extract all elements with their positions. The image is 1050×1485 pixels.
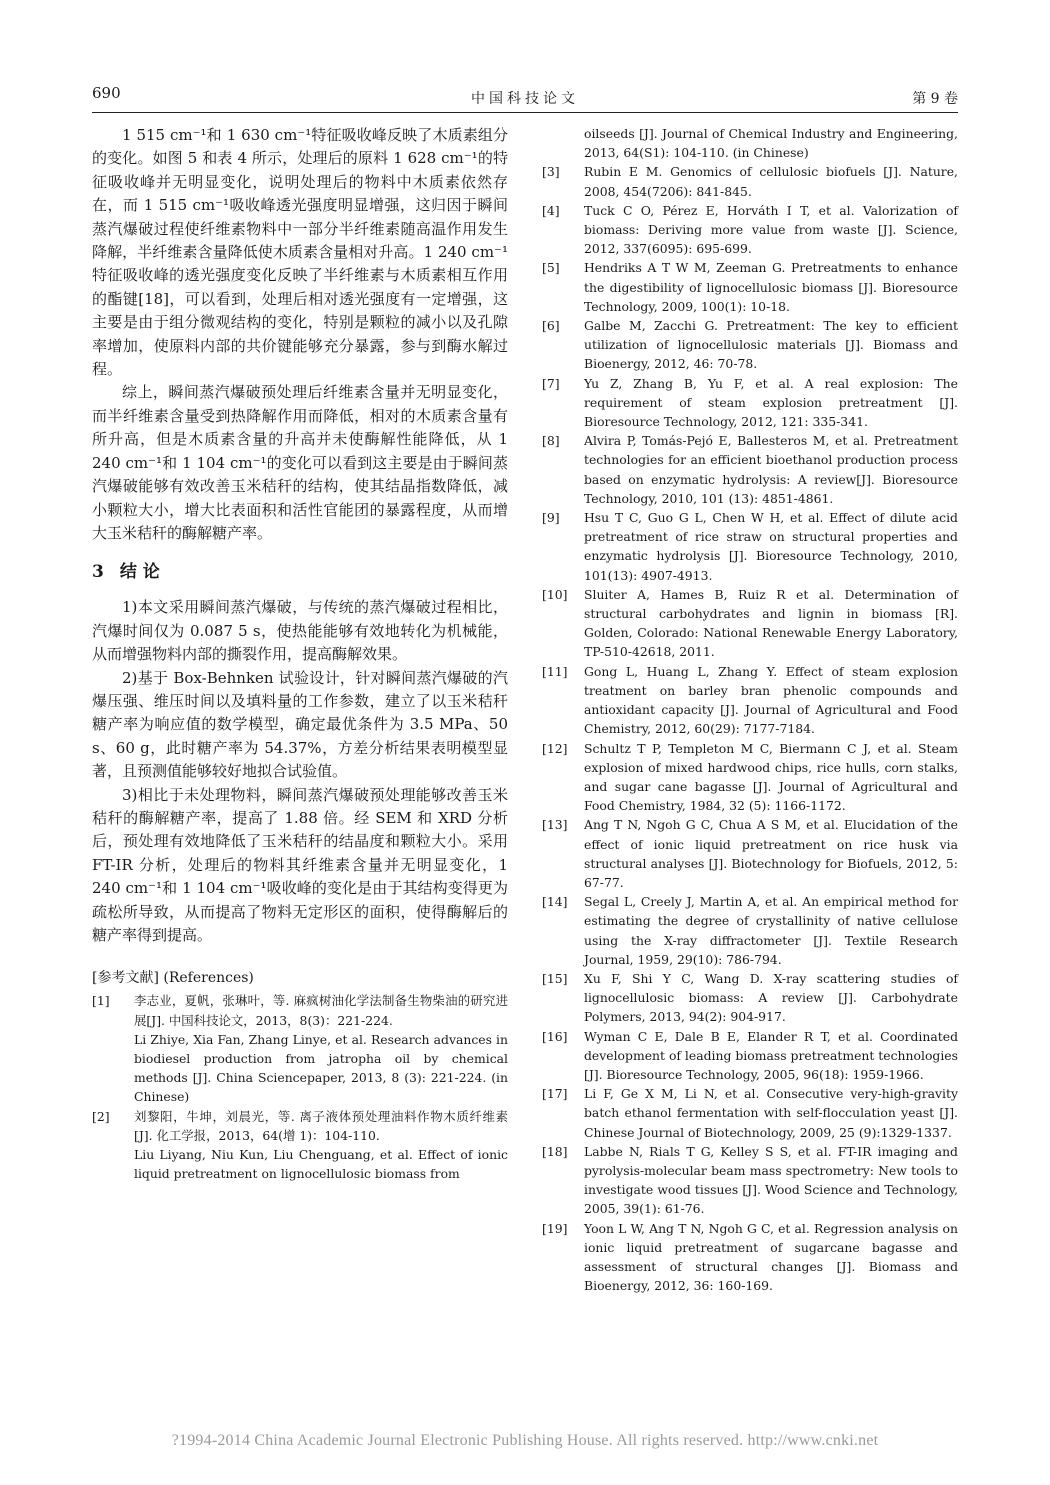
reference-number: [7] [542, 375, 560, 391]
right-column [542, 124, 958, 1295]
reference-text: Ang T N, Ngoh G C, Chua A S M, et al. Elucidation of the effect of ionic liquid pretreatment on rice husk via structural analyses [J]. Biotechnology for Biofuels, 2012, 5: 67-77. [584, 817, 958, 890]
reference-item [542, 316, 958, 374]
conclusion-3: 3)相比于未处理物料，瞬间蒸汽爆破预处理能够改善玉米秸秆的酶解糖产率，提高了 1.88 倍。经 SEM 和 XRD 分析后，预处理有效地降低了玉米秸秆的结晶度和颗粒大小。采用 FT-IR 分析，处理后的物料其纤维素含量并无明显变化，1 240 cm⁻¹和 1 104 cm⁻¹吸收峰的变化是由于其结构变得更为疏松所导致，从而提高了物料无定形区的面积，使得酶解后的糖产率得到提高。 [92, 785, 508, 944]
section-heading-conclusion [92, 557, 508, 582]
reference-number: [2] [92, 1108, 110, 1124]
reference-text: Rubin E M. Genomics of cellulosic biofuels [J]. Nature, 2008, 454(7206): 841-845. [584, 164, 958, 199]
reference-item [92, 991, 508, 1106]
reference-item [542, 969, 958, 1027]
reference-text-english: Liu Liyang, Niu Kun, Liu Chenguang, et al. Effect of ionic liquid pretreatment on lignocellulosic biomass from [134, 1147, 508, 1182]
reference-number: [17] [542, 1086, 568, 1102]
page-number: 690 [92, 84, 121, 102]
reference-item [542, 162, 958, 200]
reference-number: [13] [542, 817, 568, 833]
reference-number: [16] [542, 1028, 568, 1044]
reference-item [542, 124, 958, 162]
copyright-footer: ?1994-2014 China Academic Journal Electronic Publishing House. All rights reserved. http://www.cnki.net [171, 1432, 879, 1449]
reference-text: Schultz T P, Templeton M C, Biermann C J, et al. Steam explosion of mixed hardwood chips, rice hulls, corn stalks, and sugar cane bagasse [J]. Journal of Agricultural and Food Chemistry, 1984, 32 (5): 1166-1172. [584, 740, 958, 814]
references-heading: [参考文献] (References) [92, 970, 254, 987]
left-column [92, 124, 508, 1183]
reference-number: [10] [542, 586, 568, 602]
section-number: 3 [92, 562, 104, 583]
reference-list-right [542, 124, 958, 1295]
conclusion-2: 2)基于 Box-Behnken 试验设计，针对瞬间蒸汽爆破的汽爆压强、维压时间以及填料量的工作参数，建立了以玉米秸秆糖产率为响应值的数学模型，确定最优条件为 3.5 MPa、50 s、60 g，此时糖产率为 54.37%，方差分析结果表明模型显著，且预测值能够较好地拟合试验值。 [92, 668, 508, 781]
reference-text: Tuck C O, Pérez E, Horváth I T, et al. Valorization of biomass: Deriving more value from waste [J]. Science, 2012, 337(6095): 695-699. [584, 202, 958, 257]
reference-text: Labbe N, Rials T G, Kelley S S, et al. FT-IR imaging and pyrolysis-molecular beam mass spectrometry: New tools to investigate wood tissues [J]. Wood Science and Technology, 2005, 39(1): 61-76. [584, 1143, 958, 1217]
reference-number: [8] [542, 433, 560, 449]
reference-number: [5] [542, 260, 560, 276]
reference-item [542, 258, 958, 316]
reference-item [542, 201, 958, 259]
reference-text: Wyman C E, Dale B E, Elander R T, et al. Coordinated development of leading biomass pretreatment technologies [J]. Bioresource Technology, 2005, 96(18): 1959-1966. [584, 1028, 958, 1082]
reference-number: [3] [542, 164, 560, 180]
reference-number: [15] [542, 970, 568, 986]
reference-item [542, 739, 958, 816]
reference-item [542, 374, 958, 432]
reference-item [542, 662, 958, 739]
reference-text: 李志业，夏帆，张琳叶，等. 麻疯树油化学法制备生物柴油的研究进展[J]. 中国科技论文，2013，8(3)：221-224. [134, 993, 508, 1028]
reference-text: Galbe M, Zacchi G. Pretreatment: The key to efficient utilization of lignocellulosic materials [J]. Biomass and Bioenergy, 2012, 46: 70-78. [584, 318, 958, 372]
reference-text: Sluiter A, Hames B, Ruiz R et al. Determination of structural carbohydrates and lignin in biomass [R]. Golden, Colorado: National Renewable Energy Laboratory, TP-510-42618, 2011. [584, 586, 958, 660]
reference-text: Yu Z, Zhang B, Yu F, et al. A real explosion: The requirement of steam explosion pretreatment [J]. Bioresource Technology, 2012, 121: 335-341. [584, 375, 958, 430]
reference-item [92, 1107, 508, 1184]
reference-number: [12] [542, 740, 568, 756]
reference-item [542, 508, 958, 585]
reference-list-left [92, 991, 508, 1183]
reference-text: Xu F, Shi Y C, Wang D. X-ray scattering studies of lignocellulosic biomass: A review [J]. Carbohydrate Polymers, 2013, 94(2): 904-917. [584, 970, 958, 1025]
reference-text: Gong L, Huang L, Zhang Y. Effect of steam explosion treatment on barley bran phenolic compounds and antioxidant capacity [J]. Journal of Agricultural and Food Chemistry, 2012, 60(29): 7177-7184. [584, 663, 958, 737]
reference-text: Hendriks A T W M, Zeeman G. Pretreatments to enhance the digestibility of lignocellulosic biomass [J]. Bioresource Technology, 2009, 100(1): 10-18. [584, 260, 958, 314]
reference-item [542, 815, 958, 892]
page-header [92, 84, 958, 110]
reference-item [542, 431, 958, 508]
reference-number: [6] [542, 318, 560, 334]
reference-text-english: Li Zhiye, Xia Fan, Zhang Linye, et al. Research advances in biodiesel production from jatropha oil by chemical methods [J]. China Sciencepaper, 2013, 8 (3): 221-224. (in Chinese) [134, 1031, 508, 1105]
reference-text: Yoon L W, Ang T N, Ngoh G C, et al. Regression analysis on ionic liquid pretreatment of sugarcane bagasse and assessment of structural changes [J]. Biomass and Bioenergy, 2012, 36: 160-169. [584, 1220, 958, 1294]
reference-item [542, 1142, 958, 1219]
reference-item [542, 1219, 958, 1296]
body-paragraph-2: 综上，瞬间蒸汽爆破预处理后纤维素含量并无明显变化，而半纤维素含量受到热降解作用而降低，相对的木质素含量有所升高，但是木质素含量的升高并未使酶解性能降低，从 1 240 cm⁻¹和 1 104 cm⁻¹的变化可以看到这主要是由于瞬间蒸汽爆破能够有效改善玉米秸秆的结构，使其结晶指数降低，减小颗粒大小，增大比表面积和活性官能团的暴露程度，从而增大玉米秸秆的酶解糖产率。 [92, 383, 508, 542]
conclusion-1: 1)本文采用瞬间蒸汽爆破，与传统的蒸汽爆破过程相比，汽爆时间仅为 0.087 5 s，使热能能够有效地转化为机械能，从而增强物料内部的撕裂作用，提高酶解效果。 [92, 598, 508, 664]
reference-number: [4] [542, 202, 560, 218]
reference-number: [11] [542, 663, 568, 679]
reference-text: Alvira P, Tomás-Pejó E, Ballesteros M, et al. Pretreatment technologies for an efficient bioethanol production process based on enzymatic hydrolysis: A review[J]. Bioresource Technology, 2010, 101 (13): 4851-4861. [584, 433, 958, 506]
reference-number: [9] [542, 510, 560, 526]
reference-text: Hsu T C, Guo G L, Chen W H, et al. Effect of dilute acid pretreatment of rice straw on structural properties and enzymatic hydrolysis [J]. Bioresource Technology, 2010, 101(13): 4907-4913. [584, 510, 958, 583]
reference-number: [18] [542, 1143, 568, 1159]
reference-text: oilseeds [J]. Journal of Chemical Industry and Engineering, 2013, 64(S1): 104-110. (in Chinese) [584, 126, 958, 161]
section-title: 结 论 [119, 562, 160, 583]
volume-label: 第 9 卷 [912, 91, 958, 107]
reference-text: Segal L, Creely J, Martin A, et al. An empirical method for estimating the degree of crystallinity of native cellulose using the X-ray diffractometer [J]. Textile Research Journal, 1959, 29(10): 786-794. [584, 894, 958, 967]
reference-item [542, 892, 958, 969]
body-paragraph-1: 1 515 cm⁻¹和 1 630 cm⁻¹特征吸收峰反映了木质素组分的变化。如图 5 和表 4 所示，处理后的原料 1 628 cm⁻¹的特征吸收峰并无明显变化，说明处理后的物料中木质素依然存在，而 1 515 cm⁻¹吸收峰透光强度明显增强，这归因于瞬间蒸汽爆破过程使纤维素物料中一部分半纤维素随高温作用发生降解，半纤维素含量降低使木质素含量相对升高。1 240 cm⁻¹特征吸收峰的透光强度变化反映了半纤维素与木质素相互作用的酯键[18]，可以看到，处理后相对透光强度有一定增强，这主要是由于组分微观结构的变化，特别是颗粒的减小以及孔隙率增加，使原料内部的共价键能够充分暴露，参与到酶水解过程。 [92, 126, 508, 379]
reference-item [542, 585, 958, 662]
reference-item [542, 1027, 958, 1085]
reference-number: [19] [542, 1220, 568, 1236]
reference-item [542, 1084, 958, 1142]
journal-title: 中国科技论文 [471, 91, 579, 107]
header-rule [92, 112, 958, 113]
reference-text: Li F, Ge X M, Li N, et al. Consecutive very-high-gravity batch ethanol fermentation with self-flocculation yeast [J]. Chinese Journal of Biotechnology, 2009, 25 (9):1329-1337. [584, 1086, 958, 1140]
reference-text: 刘黎阳，牛坤，刘晨光，等. 离子液体预处理油料作物木质纤维素 [J]. 化工学报，2013，64(增 1)：104-110. [134, 1108, 508, 1143]
reference-number: [14] [542, 894, 568, 910]
reference-number: [1] [92, 993, 110, 1009]
